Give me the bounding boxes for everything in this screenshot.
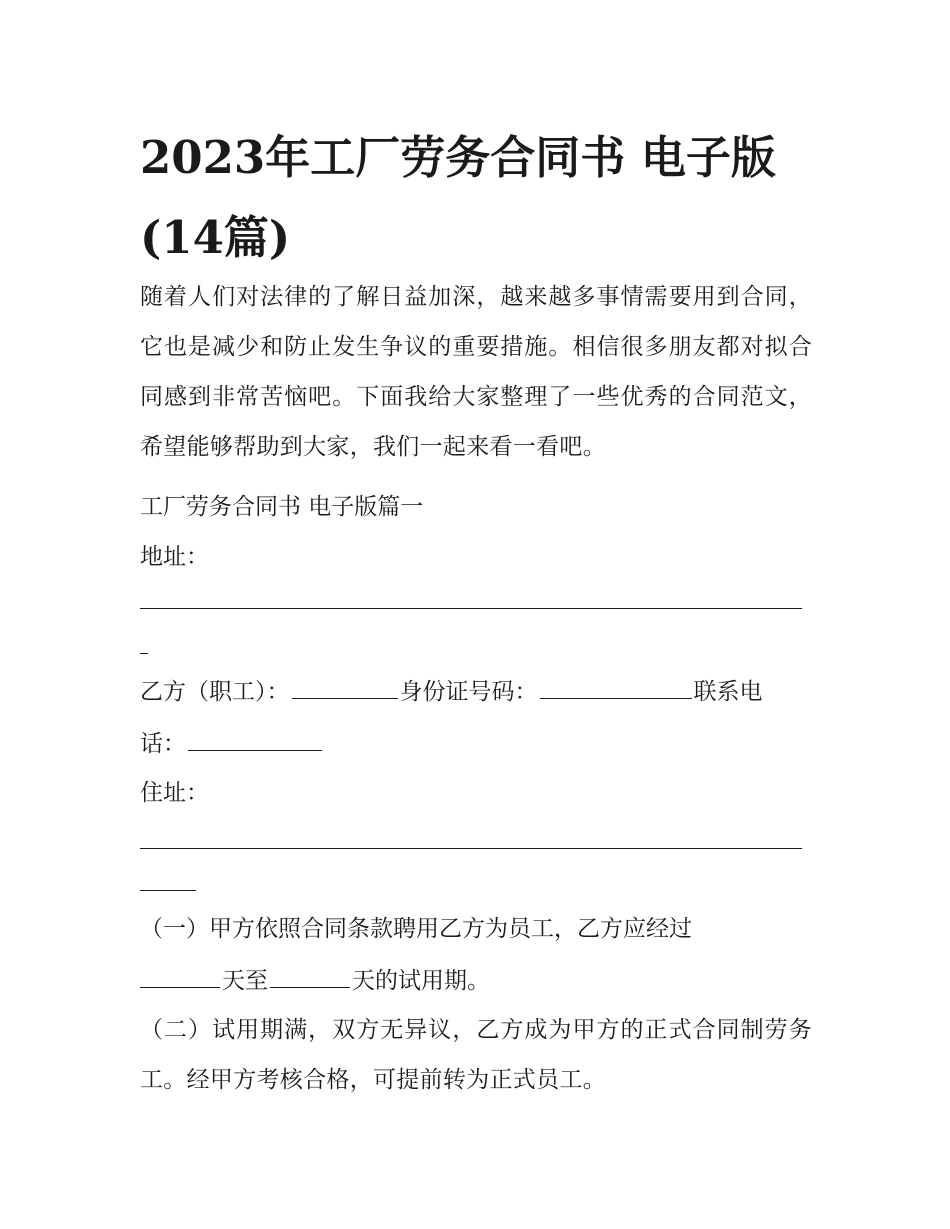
clause-1-row-1: （一）甲方依照合同条款聘用乙方为员工，乙方应经过 [140,916,692,942]
residence-blank-line-tail [140,890,196,891]
trial-start-days-blank [140,965,220,988]
party-b-row [140,676,763,707]
id-number-label: 身份证号码： [399,679,538,705]
section-heading: 工厂劳务合同书 电子版篇一 [140,494,424,520]
document-title: 2023年工厂劳务合同书 电子版(14篇) [140,131,776,264]
id-number-blank [540,676,692,699]
intro-paragraph: 随着人们对法律的了解日益加深，越来越多事情需要用到合同，它也是减少和防止发生争议的重要措施。相信很多朋友都对拟合同感到非常苦恼吧。下面我给大家整理了一些优秀的合同范文，希望能够帮助到大家，我们一起来看一看吧。 [140,284,812,460]
phone-label-part2: 话： [140,731,186,757]
phone-row [140,728,324,759]
party-b-label: 乙方（职工）： [140,679,290,705]
trial-days-end: 天的试用期。 [352,968,490,994]
phone-label-part1: 联系电 [693,679,763,705]
address-blank-line [140,608,802,609]
trial-end-days-blank [270,965,350,988]
clause-2-paragraph: （二）试用期满，双方无异议，乙方成为甲方的正式合同制劳务工。经甲方考核合格，可提前转为正式员工。 [140,1017,812,1093]
residence-blank-line [140,848,802,849]
phone-blank [188,728,322,751]
trial-days-mid: 天至 [222,968,268,994]
clause-1-row-2 [140,965,490,996]
party-b-name-blank [292,676,398,699]
residence-label: 住址： [140,780,209,806]
address-blank-line-tail [140,653,148,654]
address-label: 地址： [140,544,209,570]
